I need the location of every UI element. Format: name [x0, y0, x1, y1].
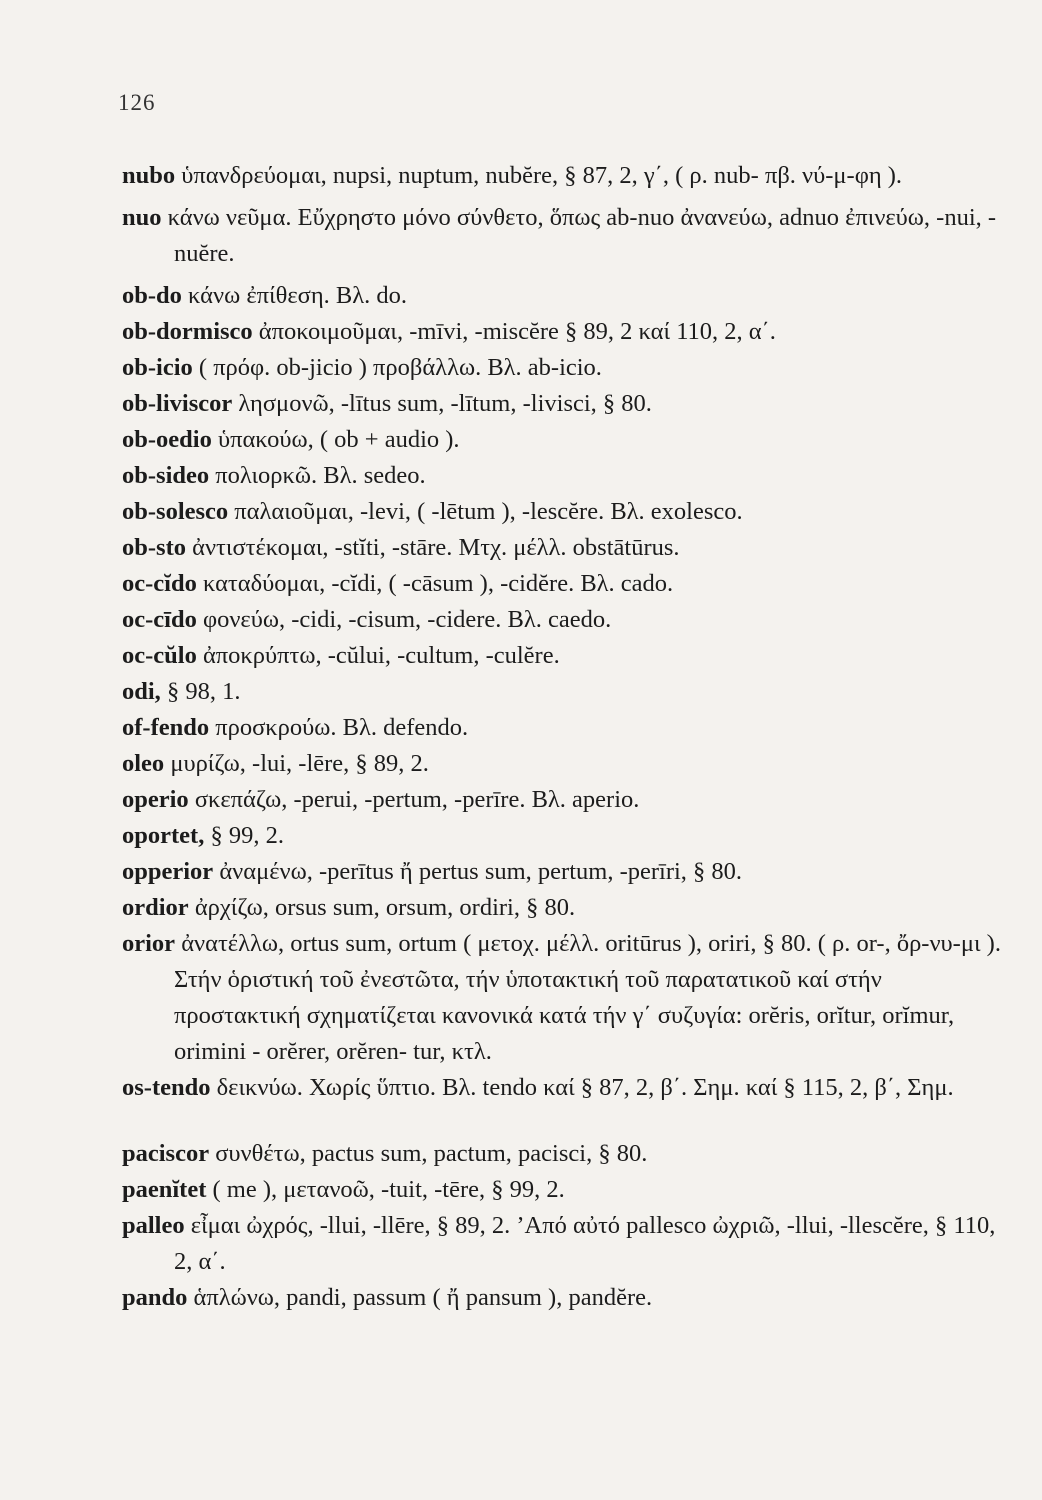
entry-definition: § 98, 1. [166, 678, 241, 705]
entry-definition: ἁπλώνω, pandi, passum ( ἤ pansum ), pandĕre. [193, 1284, 653, 1311]
entry-definition: προσκρούω. Βλ. defendo. [215, 714, 469, 741]
entry-headword: orior [122, 930, 176, 957]
entry-definition: ἀναμένω, -perītus ἤ pertus sum, pertum, -perīri, § 80. [219, 858, 743, 885]
entry-definition: παλαιοῦμαι, -levi, ( -lētum ), -lescĕre. Βλ. exolesco. [234, 498, 743, 525]
entry-palleo [122, 1208, 1002, 1280]
entry-headword: oleo [122, 750, 165, 777]
entry-oc-cido-long [122, 602, 1002, 638]
entry-headword: oc-cīdo [122, 606, 197, 633]
entry-operio [122, 782, 1002, 818]
entry-definition: συνθέτω, pactus sum, pactum, pacisci, § 80. [215, 1140, 648, 1167]
entry-definition: εἶμαι ὠχρός, -llui, -llēre, § 89, 2. ’Από αὐτό pallesco ὠχριῶ, -llui, -llescĕre, § 110, 2, α΄. [174, 1212, 996, 1275]
entry-definition: ἀρχίζω, orsus sum, orsum, ordiri, § 80. [194, 894, 576, 921]
entry-headword: os-tendo [122, 1074, 211, 1101]
entry-odi [122, 674, 1002, 710]
entry-paenitet [122, 1172, 1002, 1208]
entry-definition: πολιορκῶ. Βλ. sedeo. [215, 462, 426, 489]
entry-ob-dormisco [122, 314, 1002, 350]
entry-ob-solesco [122, 494, 1002, 530]
entry-ob-icio [122, 350, 1002, 386]
entry-headword: ob-sideo [122, 462, 210, 489]
entry-headword: oc-cĭdo [122, 570, 197, 597]
entry-definition: μυρίζω, -lui, -lēre, § 89, 2. [170, 750, 429, 777]
entry-definition: λησμονῶ, -lītus sum, -lītum, -livisci, § 80. [238, 390, 652, 417]
entry-headword: ob-solesco [122, 498, 229, 525]
entry-ob-liviscor [122, 386, 1002, 422]
entry-headword: ob-do [122, 282, 182, 309]
entry-definition: ὑπανδρεύομαι, nupsi, nuptum, nubĕre, § 87, 2, γ΄, ( ρ. nub- πβ. νύ-μ-φη ). [181, 162, 903, 189]
entry-headword: nubo [122, 162, 176, 189]
entry-headword: paciscor [122, 1140, 210, 1167]
entry-headword: of-fendo [122, 714, 210, 741]
entry-headword: opperior [122, 858, 214, 885]
entry-headword: oportet, [122, 822, 205, 849]
entry-definition: καταδύομαι, -cĭdi, ( -cāsum ), -cidĕre. Βλ. cado. [202, 570, 674, 597]
entry-definition: ἀποκρύπτω, -cŭlui, -cultum, -culĕre. [202, 642, 560, 669]
entry-oc-culo [122, 638, 1002, 674]
entry-oportet [122, 818, 1002, 854]
entry-headword: ordior [122, 894, 189, 921]
entry-definition: ( me ), μετανοῶ, -tuit, -tēre, § 99, 2. [212, 1176, 565, 1203]
entry-definition: ἀποκοιμοῦμαι, -mīvi, -miscĕre § 89, 2 καί 110, 2, α΄. [258, 318, 776, 345]
entry-definition: σκεπάζω, -perui, -pertum, -perīre. Βλ. aperio. [194, 786, 640, 813]
entry-ob-oedio [122, 422, 1002, 458]
page-number: 126 [118, 90, 156, 115]
entry-headword: pando [122, 1284, 188, 1311]
entry-headword: ob-dormisco [122, 318, 253, 345]
entry-definition: δεικνύω. Χωρίς ὕπτιο. Βλ. tendo καί § 87, 2, β΄. Σημ. καί § 115, 2, β΄, Σημ. [216, 1074, 954, 1101]
entry-definition: ἀνατέλλω, ortus sum, ortum ( μετοχ. μέλλ. oritūrus ), oriri, § 80. ( ρ. or-, ὄρ-νυ-μι ). Στήν ὁριστική τοῦ ἐνεστῶτα, τήν ὑποτακτική τοῦ παρατατικοῦ καί στήν προστακτική σχηματίζεται κανονικά κατά τήν γ΄ συζυγία: orĕris, orĭtur, orĭmur, orimini - orĕrer, orĕren- tur, κτλ. [174, 930, 1001, 1065]
entry-headword: nuo [122, 204, 162, 231]
entry-ob-sto [122, 530, 1002, 566]
entry-oc-cido-short [122, 566, 1002, 602]
entry-definition: φονεύω, -cidi, -cisum, -cidere. Βλ. caedo. [202, 606, 612, 633]
entry-oleo [122, 746, 1002, 782]
entry-headword: oc-cŭlo [122, 642, 197, 669]
entry-headword: palleo [122, 1212, 185, 1239]
entry-definition: § 99, 2. [210, 822, 284, 849]
entry-headword: paenĭtet [122, 1176, 207, 1203]
entry-definition: κάνω νεῦμα. Εὔχρηστο μόνο σύνθετο, ὅπως ab-nuo ἀνανεύω, adnuo ἐπινεύω, -nui, -nuĕre. [167, 204, 997, 267]
entries-list [122, 158, 1002, 1316]
entry-headword: ob-liviscor [122, 390, 233, 417]
entry-os-tendo [122, 1070, 1002, 1106]
entry-headword: ob-icio [122, 354, 193, 381]
entry-headword: operio [122, 786, 189, 813]
entry-paciscor [122, 1136, 1002, 1172]
entry-pando [122, 1280, 1002, 1316]
entry-ordior [122, 890, 1002, 926]
entry-definition: ( πρόφ. ob-jicio ) προβάλλω. Βλ. ab-icio. [198, 354, 602, 381]
entry-ob-do [122, 278, 1002, 314]
entry-headword: ob-oedio [122, 426, 212, 453]
entry-nubo [122, 158, 1002, 194]
entry-opperior [122, 854, 1002, 890]
section-gap [122, 1106, 1002, 1136]
entry-of-fendo [122, 710, 1002, 746]
entry-headword: ob-sto [122, 534, 186, 561]
entry-orior [122, 926, 1002, 1070]
entry-ob-sideo [122, 458, 1002, 494]
entry-definition: κάνω ἐπίθεση. Βλ. do. [188, 282, 407, 309]
entry-definition: ὑπακούω, ( ob + audio ). [217, 426, 460, 453]
entry-headword: odi, [122, 678, 161, 705]
entry-nuo [122, 200, 1002, 272]
entry-definition: ἀντιστέκομαι, -stĭti, -stāre. Μτχ. μέλλ. obstātūrus. [192, 534, 680, 561]
